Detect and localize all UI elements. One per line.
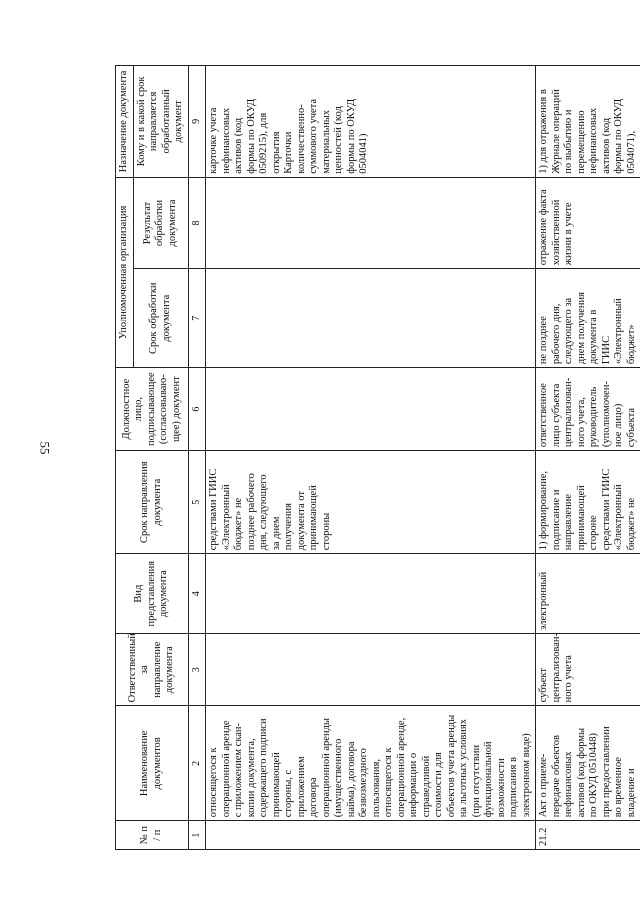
- header-group-78: Уполномоченная организация: [116, 177, 134, 367]
- header-group-9: Назначение документа: [116, 66, 134, 178]
- column-number: 6: [188, 368, 206, 451]
- page-number: 55: [37, 441, 53, 455]
- column-number-row: [188, 66, 206, 850]
- column-number: 2: [188, 706, 206, 821]
- header-col9: Кому и в какой срок направляется обработанный документ: [133, 66, 188, 178]
- row1-responsible: [206, 634, 536, 706]
- header-col4: Вид представления документа: [116, 554, 189, 634]
- row2-destination: 1) для отражения в Журнале операций по выбытию и перемещению нефинансовых активов (код формы по ОКУД 0504071),: [536, 66, 640, 178]
- rotated-page-content: [115, 65, 637, 850]
- row1-term: средствами ГИИС «Электронный бюджет» не позднее рабочего дня, следующего за днем получения документа от принимающей стороны: [206, 451, 536, 554]
- header-row-1: [116, 66, 134, 850]
- row1-destination: карточке учета нефинансовых активов (код формы по ОКУД 0509215), для открытия Карточки количественно- суммового учета материальных ценностей (код формы по ОКУД 0504041): [206, 66, 536, 178]
- column-number: 5: [188, 451, 206, 554]
- table-row: [536, 66, 640, 850]
- row1-processing-term: [206, 269, 536, 368]
- header-col1: № п / п: [116, 821, 189, 850]
- header-col8: Результат обработки документа: [133, 177, 188, 268]
- row2-responsible: субъект централизован- ного учета: [536, 634, 640, 706]
- column-number: 8: [188, 177, 206, 268]
- column-number: 9: [188, 66, 206, 178]
- row2-processing-result: отражение факта хозяйственной жизни в учете: [536, 177, 640, 268]
- row1-processing-result: [206, 177, 536, 268]
- document-table: [115, 65, 640, 850]
- table-row: [206, 66, 536, 850]
- header-col5: Срок направления документа: [116, 451, 189, 554]
- row2-processing-term: не позднее рабочего дня, следующего за днем получения документа в ГИИС «Электронный бюджет»: [536, 269, 640, 368]
- row1-col1: [206, 821, 536, 850]
- row1-document-name: относящегося к операционной аренде с приложением скан- копии документа, содержащего подписи принимающей стороны, с приложением договора операционной аренды (имущественного найма), договора безвозмездного пользования, относящегося к операционной аренде, информации о справедливой стоимости для объектов учета аренды на льготных условиях (при отсутствии функциональной возможности подписания в электронном виде): [206, 706, 536, 821]
- row2-official: ответственное лицо субъекта централизован- ного учета, руководитель (уполномочен- ное лицо) субъекта: [536, 368, 640, 451]
- row2-document-name: Акт о приеме- передаче объектов нефинансовых активов (код формы по ОКУД 0510448) при предоставлении во временное владение и: [536, 706, 640, 821]
- column-number: 7: [188, 269, 206, 368]
- row2-term: 1) формирование, подписание и направление принимающей стороне средствами ГИИС «Электронный бюджет» не: [536, 451, 640, 554]
- header-col2: Наименование документов: [116, 706, 189, 821]
- column-number: 4: [188, 554, 206, 634]
- column-number: 3: [188, 634, 206, 706]
- column-number: 1: [188, 821, 206, 850]
- header-col6: Должностное лицо, подписывающее (согласовываю-щее) документ: [116, 368, 189, 451]
- header-col7: Срок обработки документа: [133, 269, 188, 368]
- row2-number: 21.2: [536, 821, 640, 850]
- row2-presentation: электронный: [536, 554, 640, 634]
- row1-official: [206, 368, 536, 451]
- row1-presentation: [206, 554, 536, 634]
- header-col3: Ответственный за направление документа: [116, 634, 189, 706]
